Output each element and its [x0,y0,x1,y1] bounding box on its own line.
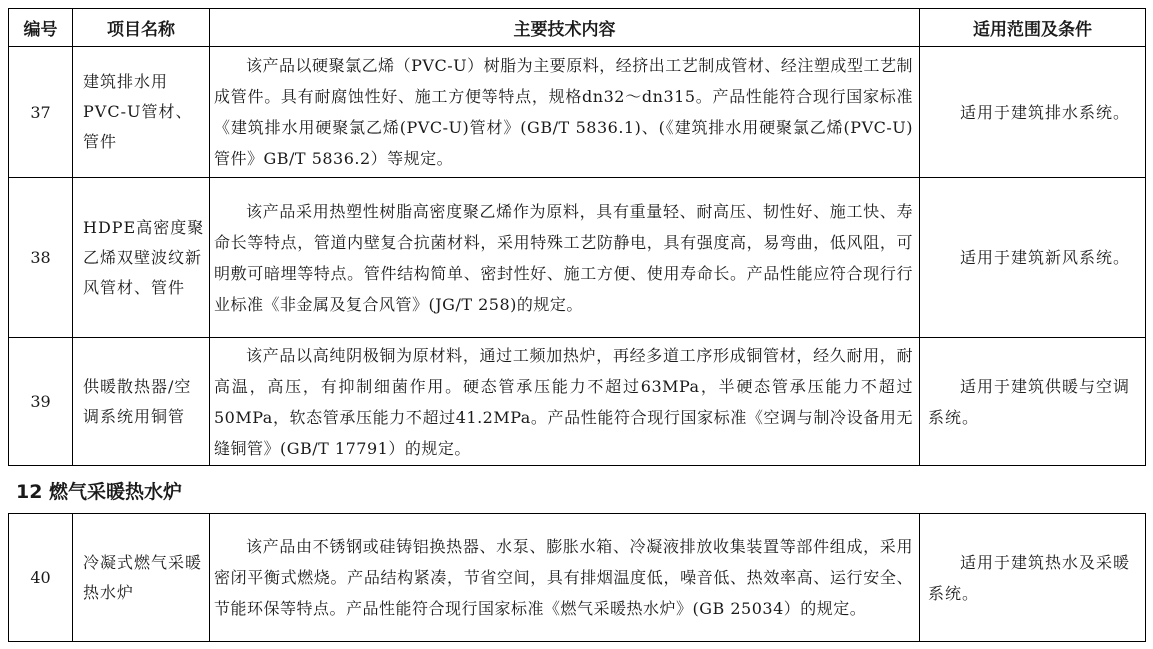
row-content: 该产品以硬聚氯乙烯（PVC-U）树脂为主要原料，经挤出工艺制成管材、经注塑成型工艺制成管件。具有耐腐蚀性好、施工方便等特点，规格dn32～dn315。产品性能符合现行国家标准《建筑排水用硬聚氯乙烯(PVC-U)管材》(GB/T 5836.1)、(《建筑排水用硬聚氯乙烯(PVC-U)管件》GB/T 5836.2）等规定。 [210,47,920,178]
row-content: 该产品采用热塑性树脂高密度聚乙烯作为原料，具有重量轻、耐高压、韧性好、施工快、寿命长等特点，管道内壁复合抗菌材料，采用特殊工艺防静电，具有强度高，易弯曲，低风阻，可明敷可暗埋等特点。管件结构简单、密封性好、施工方便、使用寿命长。产品性能应符合现行行业标准《非金属及复合风管》(JG/T 258)的规定。 [210,178,920,338]
row-name: 建筑排水用PVC-U管材、管件 [73,47,210,178]
table-header-row [9,9,1146,47]
row-scope: 适用于建筑热水及采暖系统。 [920,514,1146,642]
table-row [9,47,1146,178]
product-table-2 [8,513,1146,642]
header-content: 主要技术内容 [210,9,920,47]
row-scope: 适用于建筑排水系统。 [920,47,1146,178]
header-name: 项目名称 [73,9,210,47]
table-row [9,338,1146,466]
row-scope: 适用于建筑新风系统。 [920,178,1146,338]
table-row [9,178,1146,338]
product-table [8,8,1146,466]
row-num: 39 [9,338,73,466]
row-scope: 适用于建筑供暖与空调系统。 [920,338,1146,466]
row-num: 38 [9,178,73,338]
header-scope: 适用范围及条件 [920,9,1146,47]
row-content: 该产品以高纯阴极铜为原材料，通过工频加热炉，再经多道工序形成铜管材，经久耐用，耐高温，高压，有抑制细菌作用。硬态管承压能力不超过63MPa，半硬态管承压能力不超过50MPa，软态管承压能力不超过41.2MPa。产品性能符合现行国家标准《空调与制冷设备用无缝铜管》(GB/T 17791）的规定。 [210,338,920,466]
section-heading: 12 燃气采暖热水炉 [16,481,183,503]
row-name: 冷凝式燃气采暖热水炉 [73,514,210,642]
row-name: 供暖散热器/空调系统用铜管 [73,338,210,466]
row-num: 37 [9,47,73,178]
row-content: 该产品由不锈钢或硅铸铝换热器、水泵、膨胀水箱、冷凝液排放收集装置等部件组成，采用密闭平衡式燃烧。产品结构紧凑，节省空间，具有排烟温度低，噪音低、热效率高、运行安全、节能环保等特点。产品性能符合现行国家标准《燃气采暖热水炉》(GB 25034）的规定。 [210,514,920,642]
table-row [9,514,1146,642]
header-num: 编号 [9,9,73,47]
row-num: 40 [9,514,73,642]
row-name: HDPE高密度聚乙烯双壁波纹新风管材、管件 [73,178,210,338]
